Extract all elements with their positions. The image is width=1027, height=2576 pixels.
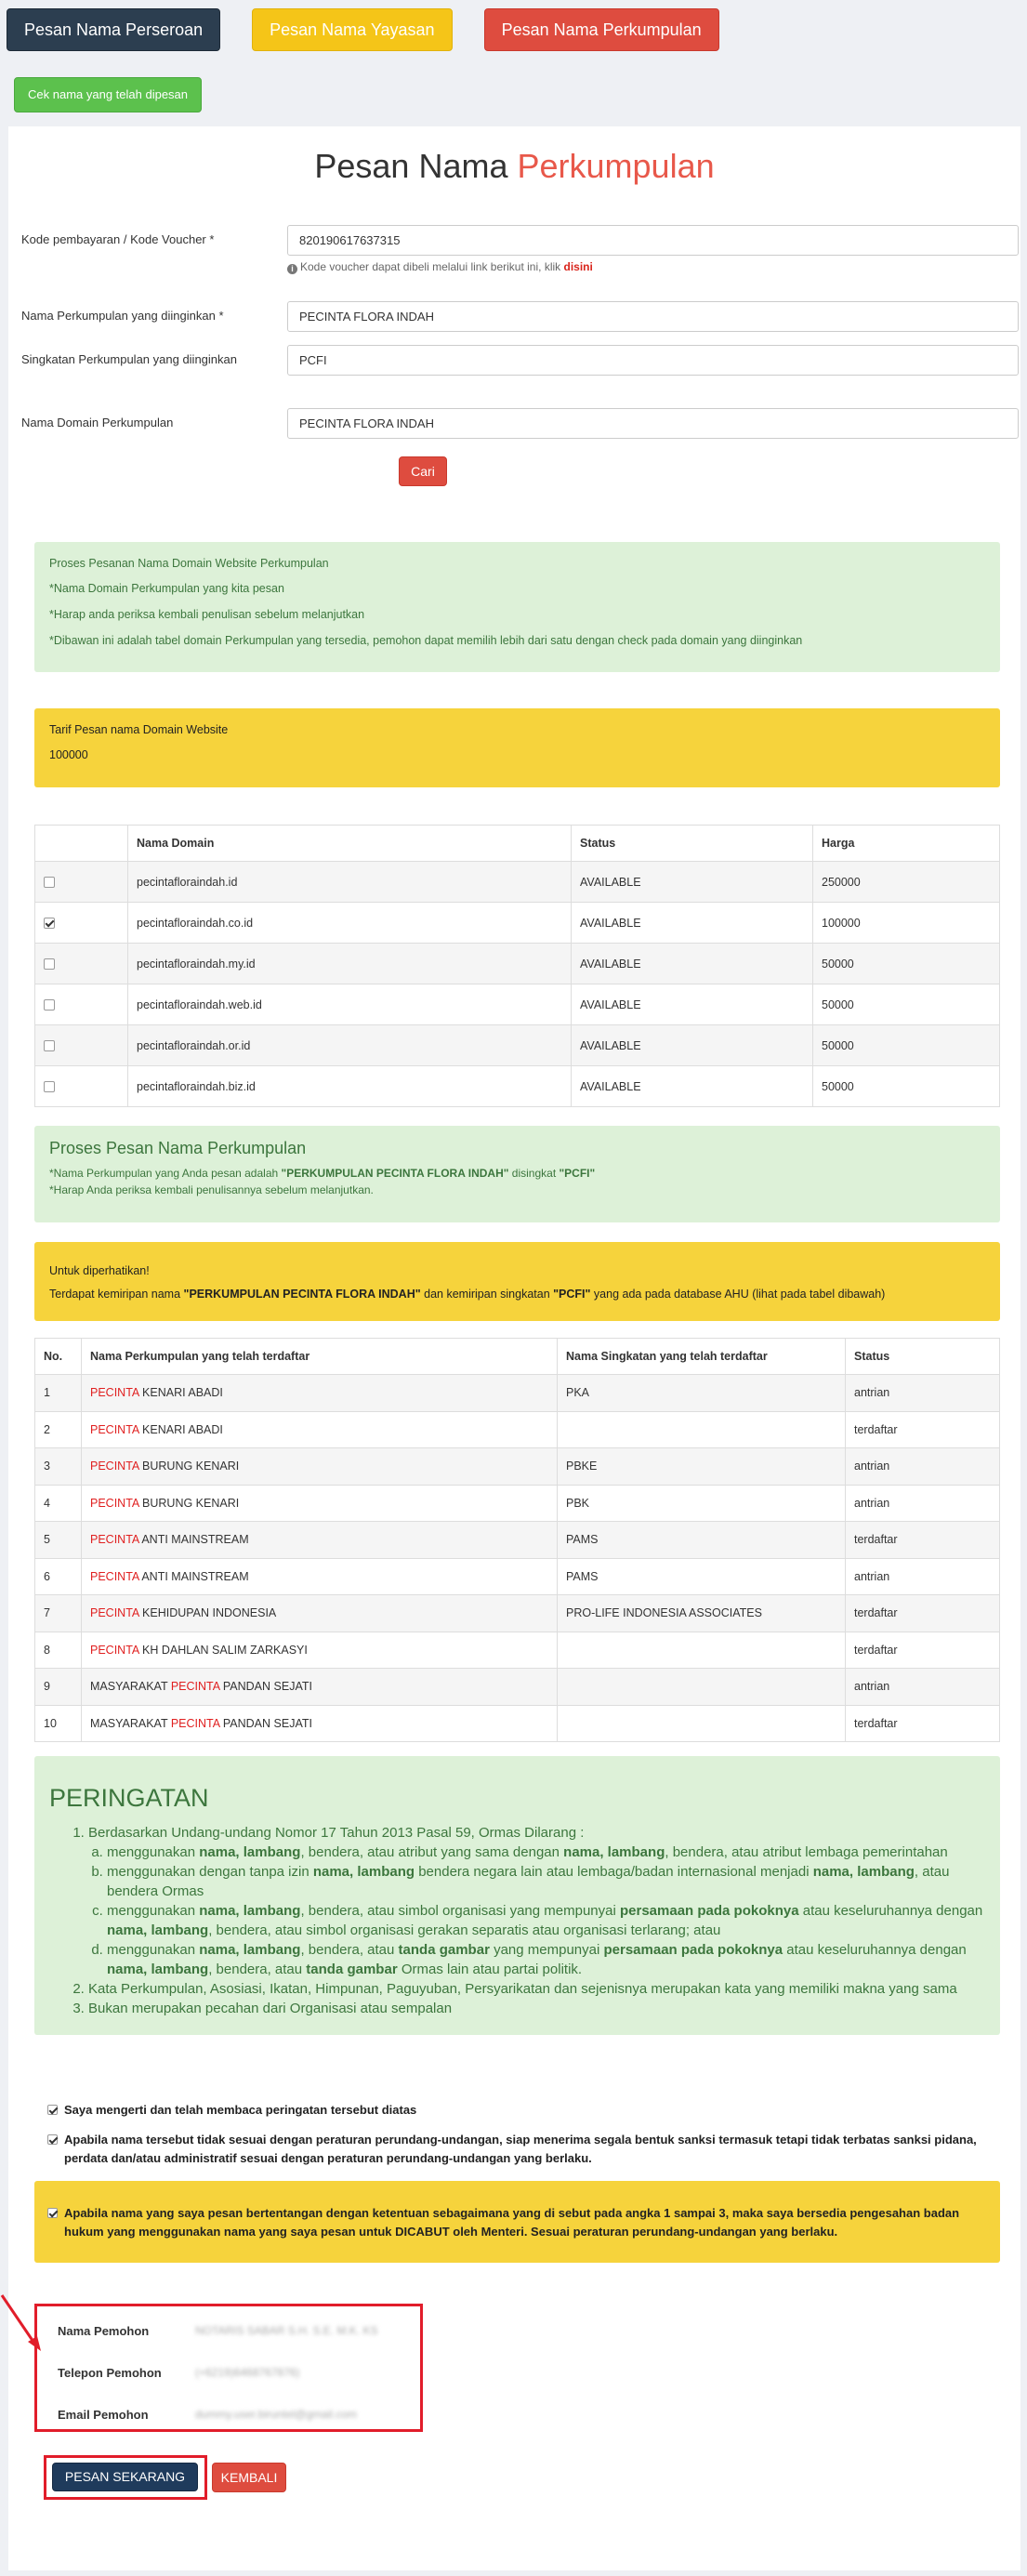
pesan-sekarang-button[interactable]: PESAN SEKARANG — [52, 2463, 198, 2491]
registered-status: antrian — [846, 1669, 1000, 1706]
name-suffix: KEHIDUPAN INDONESIA — [138, 1606, 277, 1620]
kembali-button[interactable]: KEMBALI — [212, 2463, 286, 2492]
telepon-pemohon-label: Telepon Pemohon — [58, 2366, 162, 2380]
registered-name — [82, 1448, 558, 1486]
peringatan-text: menggunakan dengan tanpa izin — [107, 1864, 313, 1880]
telepon-pemohon-value: (+6219)6468767876) — [195, 2366, 300, 2379]
registered-status: terdaftar — [846, 1595, 1000, 1632]
name-suffix: KENARI ABADI — [138, 1386, 223, 1400]
row-number: 7 — [35, 1595, 82, 1632]
domain-name: pecintafloraindah.co.id — [128, 903, 572, 944]
col-header — [35, 826, 128, 862]
email-pemohon-label: Email Pemohon — [58, 2408, 149, 2422]
agreement-3-alert — [34, 2181, 1000, 2263]
name-prefix: MASYARAKAT — [90, 1680, 171, 1694]
name-highlight: PECINTA — [90, 1386, 139, 1400]
peringatan-text: atau keseluruhannya dengan — [798, 1903, 983, 1919]
agreement-3 — [47, 2204, 977, 2243]
col-header: Nama Domain — [128, 826, 572, 862]
peringatan-text: yang mempunyai — [489, 1942, 604, 1958]
name-suffix: ANTI MAINSTREAM — [138, 1533, 249, 1547]
col-header: Harga — [813, 826, 1000, 862]
name-prefix: MASYARAKAT — [90, 1716, 171, 1730]
name-highlight: PECINTA — [90, 1460, 139, 1473]
domain-checkbox[interactable] — [44, 1081, 55, 1092]
name-highlight: PECINTA — [90, 1606, 139, 1620]
domain-select-cell — [35, 984, 128, 1025]
name-highlight: PECINTA — [90, 1422, 139, 1436]
name-highlight: PECINTA — [90, 1643, 139, 1657]
domain-price: 50000 — [813, 1025, 1000, 1066]
name-suffix: PANDAN SEJATI — [219, 1716, 312, 1730]
domain-select-cell — [35, 944, 128, 984]
peringatan-emphasis: nama, lambang — [812, 1864, 915, 1880]
peringatan-sublist — [88, 1843, 990, 1979]
page-title — [8, 147, 1020, 186]
domain-input[interactable] — [287, 408, 1019, 439]
registered-row — [35, 1705, 1000, 1742]
domain-row — [35, 984, 1000, 1025]
peringatan-text: , bendera, atau atribut lembaga pemerintahan — [665, 1844, 948, 1860]
registered-abbr — [558, 1705, 846, 1742]
domain-price: 50000 — [813, 984, 1000, 1025]
peringatan-title: PERINGATAN — [49, 1784, 209, 1812]
domain-price: 100000 — [813, 903, 1000, 944]
peringatan-emphasis: nama, lambang — [199, 1942, 301, 1958]
perhatian-text-part: Terdapat kemiripan nama — [49, 1288, 184, 1301]
domain-table — [34, 825, 1000, 1107]
domain-info-alert — [34, 542, 1000, 672]
agreement-1-text: Saya mengerti dan telah membaca peringatan tersebut diatas — [64, 2103, 417, 2117]
registered-status: terdaftar — [846, 1522, 1000, 1559]
agreement-2-checkbox[interactable] — [47, 2134, 58, 2145]
registered-abbr — [558, 1411, 846, 1448]
registered-table — [34, 1338, 1000, 1742]
email-pemohon-value: dummy.user.biruntel@gmail.com — [195, 2408, 358, 2421]
pointer-arrow-icon — [0, 2293, 45, 2353]
peringatan-item: 2. Kata Perkumpulan, Asosiasi, Ikatan, Himpunan, Paguyuban, Persyarikatan dan sejenisnya merupakan kata yang memiliki makna yang sama — [88, 1979, 990, 1999]
name-highlight: PECINTA — [90, 1496, 139, 1510]
proses-name: "PERKUMPULAN PECINTA FLORA INDAH" — [281, 1167, 509, 1180]
pesan-yayasan-button[interactable]: Pesan Nama Yayasan — [252, 8, 452, 51]
peringatan-text: menggunakan — [107, 1844, 200, 1860]
proses-title: Proses Pesan Nama Perkumpulan — [49, 1139, 307, 1157]
registered-name — [82, 1411, 558, 1448]
name-highlight: PECINTA — [170, 1716, 220, 1730]
row-number: 5 — [35, 1522, 82, 1559]
main-panel — [8, 126, 1020, 2570]
agreement-2 — [47, 2131, 986, 2170]
row-number: 9 — [35, 1669, 82, 1706]
agreement-3-checkbox[interactable] — [47, 2208, 58, 2218]
domain-status: AVAILABLE — [572, 984, 813, 1025]
name-highlight: PECINTA — [170, 1680, 220, 1694]
registered-row — [35, 1411, 1000, 1448]
col-header: No. — [35, 1339, 82, 1375]
name-suffix: BURUNG KENARI — [138, 1496, 240, 1510]
registered-status: antrian — [846, 1375, 1000, 1412]
col-header: Nama Singkatan yang telah terdaftar — [558, 1339, 846, 1375]
registered-status: terdaftar — [846, 1411, 1000, 1448]
domain-info-line: *Nama Domain Perkumpulan yang kita pesan — [49, 582, 284, 595]
peringatan-alert — [34, 1756, 1000, 2035]
domain-select-cell — [35, 862, 128, 903]
registered-abbr: PAMS — [558, 1522, 846, 1559]
proses-text: *Nama Perkumpulan yang Anda pesan adalah — [49, 1167, 282, 1180]
peringatan-subitem — [107, 1901, 990, 1940]
domain-price: 50000 — [813, 1066, 1000, 1107]
proses-abbr: "PCFI" — [559, 1167, 596, 1180]
nama-perkumpulan-input[interactable] — [287, 301, 1019, 332]
domain-status: AVAILABLE — [572, 944, 813, 984]
domain-status: AVAILABLE — [572, 1066, 813, 1107]
registered-name — [82, 1669, 558, 1706]
proses-alert — [34, 1126, 1000, 1222]
domain-checkbox[interactable] — [44, 999, 55, 1011]
perhatian-name: "PERKUMPULAN PECINTA FLORA INDAH" — [183, 1288, 421, 1301]
registered-abbr: PRO-LIFE INDONESIA ASSOCIATES — [558, 1595, 846, 1632]
name-highlight: PECINTA — [90, 1569, 139, 1583]
agreement-2-text: Apabila nama tersebut tidak sesuai dengan peraturan perundang-undangan, siap menerima segala bentuk sanksi termasuk tetapi tidak terbatas sanksi pidana, perdata dan/atau administratif sesuai dengan peraturan perundang-undangan yang berlaku. — [64, 2133, 977, 2165]
domain-row — [35, 903, 1000, 944]
kode-help — [287, 260, 593, 274]
peringatan-text: , atau bendera Ormas — [107, 1864, 950, 1899]
page-title-accent: Perkumpulan — [517, 147, 715, 185]
row-number: 4 — [35, 1485, 82, 1522]
perhatian-abbr: "PCFI" — [553, 1288, 591, 1301]
row-number: 3 — [35, 1448, 82, 1486]
nama-label: Nama Perkumpulan yang diinginkan * — [21, 309, 224, 323]
registered-name — [82, 1595, 558, 1632]
singkatan-input[interactable] — [287, 345, 1019, 376]
nama-pemohon-value: NOTARIS SABAR S.H. S.E. M.K. KS — [195, 2324, 378, 2337]
peringatan-item — [88, 1823, 990, 1979]
name-suffix: ANTI MAINSTREAM — [138, 1569, 249, 1583]
peringatan-emphasis: tanda gambar — [306, 1962, 398, 1977]
registered-row — [35, 1669, 1000, 1706]
peringatan-emphasis: nama, lambang — [199, 1844, 301, 1860]
agreement-1 — [47, 2101, 986, 2120]
singkatan-label: Singkatan Perkumpulan yang diinginkan — [21, 352, 237, 366]
registered-status: antrian — [846, 1448, 1000, 1486]
domain-status: AVAILABLE — [572, 862, 813, 903]
peringatan-subitem — [107, 1940, 990, 1979]
registered-name — [82, 1375, 558, 1412]
domain-select-cell — [35, 903, 128, 944]
perhatian-title: Untuk diperhatikan! — [49, 1264, 150, 1277]
proses-text: disingkat — [508, 1167, 560, 1180]
col-header: Status — [846, 1339, 1000, 1375]
registered-abbr — [558, 1631, 846, 1669]
registered-row — [35, 1485, 1000, 1522]
kode-label: Kode pembayaran / Kode Voucher * — [21, 232, 215, 246]
registered-abbr: PAMS — [558, 1558, 846, 1595]
domain-checkbox[interactable] — [44, 1040, 55, 1051]
domain-checkbox[interactable] — [44, 877, 55, 888]
registered-abbr — [558, 1669, 846, 1706]
registered-name — [82, 1705, 558, 1742]
peringatan-emphasis: persamaan pada pokoknya — [619, 1903, 799, 1919]
perhatian-text — [49, 1288, 885, 1301]
domain-info-line: Proses Pesanan Nama Domain Website Perkumpulan — [49, 557, 329, 570]
peringatan-emphasis: tanda gambar — [398, 1942, 490, 1958]
order-type-buttons — [7, 8, 751, 51]
domain-row — [35, 1025, 1000, 1066]
name-suffix: KH DAHLAN SALIM ZARKASYI — [138, 1643, 308, 1657]
tarif-label: Tarif Pesan nama Domain Website — [49, 723, 229, 736]
peringatan-emphasis: nama, lambang — [199, 1903, 301, 1919]
name-highlight: PECINTA — [90, 1533, 139, 1547]
perhatian-text-part: yang ada pada database AHU (lihat pada tabel dibawah) — [590, 1288, 886, 1301]
registered-status: terdaftar — [846, 1631, 1000, 1669]
peringatan-subitem — [107, 1843, 990, 1862]
col-header: Status — [572, 826, 813, 862]
peringatan-text: menggunakan — [107, 1903, 200, 1919]
cek-nama-button[interactable]: Cek nama yang telah dipesan — [14, 77, 202, 112]
peringatan-text: bendera negara lain atau lembaga/badan internasional menjadi — [415, 1864, 813, 1880]
peringatan-text: atau keseluruhannya dengan — [783, 1942, 967, 1958]
domain-info-line: *Dibawan ini adalah tabel domain Perkumpulan yang tersedia, pemohon dapat memilih lebih dari satu dengan check pada domain yang diinginkan — [49, 634, 803, 647]
row-number: 2 — [35, 1411, 82, 1448]
registered-row — [35, 1375, 1000, 1412]
domain-name: pecintafloraindah.or.id — [128, 1025, 572, 1066]
peringatan-item-text: Berdasarkan Undang-undang Nomor 17 Tahun 2013 Pasal 59, Ormas Dilarang : — [88, 1825, 585, 1841]
domain-checkbox[interactable] — [44, 918, 55, 929]
perhatian-alert — [34, 1242, 1000, 1321]
registered-status: terdaftar — [846, 1705, 1000, 1742]
registered-row — [35, 1595, 1000, 1632]
domain-name: pecintafloraindah.biz.id — [128, 1066, 572, 1107]
name-suffix: KENARI ABADI — [138, 1422, 223, 1436]
peringatan-emphasis: persamaan pada pokoknya — [603, 1942, 783, 1958]
registered-status: antrian — [846, 1485, 1000, 1522]
submit-highlight — [44, 2455, 207, 2500]
registered-name — [82, 1631, 558, 1669]
pesan-perseroan-button[interactable]: Pesan Nama Perseroan — [7, 8, 220, 51]
registered-status: antrian — [846, 1558, 1000, 1595]
registered-abbr: PBK — [558, 1485, 846, 1522]
peringatan-text: , bendera, atau simbol organisasi gerakan separatis atau organisasi terlarang; atau — [208, 1922, 721, 1938]
peringatan-emphasis: nama, lambang — [312, 1864, 415, 1880]
domain-info-line: *Harap anda periksa kembali penulisan sebelum melanjutkan — [49, 608, 365, 621]
domain-select-cell — [35, 1066, 128, 1107]
kode-help-text: Kode voucher dapat dibeli melalui link berikut ini, klik — [300, 260, 561, 273]
agreement-1-checkbox[interactable] — [47, 2105, 58, 2115]
domain-status: AVAILABLE — [572, 903, 813, 944]
domain-price: 250000 — [813, 862, 1000, 903]
peringatan-text: , bendera, atau atribut yang sama dengan — [300, 1844, 564, 1860]
proses-line2: *Harap Anda periksa kembali penulisannya sebelum melanjutkan. — [49, 1183, 374, 1196]
peringatan-subitem — [107, 1862, 990, 1901]
registered-row — [35, 1558, 1000, 1595]
domain-name: pecintafloraindah.my.id — [128, 944, 572, 984]
registered-name — [82, 1522, 558, 1559]
domain-row — [35, 1066, 1000, 1107]
registered-abbr: PBKE — [558, 1448, 846, 1486]
row-number: 6 — [35, 1558, 82, 1595]
peringatan-text: Ormas lain atau partai politik. — [397, 1962, 583, 1977]
name-suffix: BURUNG KENARI — [138, 1460, 240, 1473]
peringatan-text: , bendera, atau — [208, 1962, 307, 1977]
domain-row — [35, 944, 1000, 984]
peringatan-list — [51, 1823, 990, 2018]
page-title-main: Pesan Nama — [314, 147, 508, 185]
kode-voucher-input[interactable] — [287, 225, 1019, 256]
registered-row — [35, 1522, 1000, 1559]
peringatan-item: 3. Bukan merupakan pecahan dari Organisasi atau sempalan — [88, 1999, 990, 2018]
peringatan-text: , bendera, atau — [300, 1942, 399, 1958]
registered-row — [35, 1448, 1000, 1486]
peringatan-emphasis: nama, lambang — [107, 1922, 209, 1938]
proses-line1 — [49, 1167, 595, 1180]
registered-name — [82, 1558, 558, 1595]
cari-button[interactable]: Cari — [399, 456, 447, 486]
col-header: Nama Perkumpulan yang telah terdaftar — [82, 1339, 558, 1375]
name-suffix: PANDAN SEJATI — [219, 1680, 312, 1694]
domain-row — [35, 862, 1000, 903]
registered-abbr: PKA — [558, 1375, 846, 1412]
registered-row — [35, 1631, 1000, 1669]
agreement-3-text: Apabila nama yang saya pesan bertentangan dengan ketentuan sebagaimana yang di sebut pada angka 1 sampai 3, maka saya bersedia pengesahan badan hukum yang menggunakan nama yang saya pesan untuk DICABUT oleh Menteri. Sesuai peraturan perundang-undangan yang berlaku. — [64, 2206, 960, 2239]
domain-price: 50000 — [813, 944, 1000, 984]
row-number: 8 — [35, 1631, 82, 1669]
tarif-alert — [34, 708, 1000, 787]
domain-select-cell — [35, 1025, 128, 1066]
row-number: 10 — [35, 1705, 82, 1742]
perhatian-text-part: dan kemiripan singkatan — [420, 1288, 554, 1301]
nama-pemohon-label: Nama Pemohon — [58, 2324, 150, 2338]
info-icon: i — [287, 264, 297, 274]
peringatan-text: menggunakan — [107, 1942, 200, 1958]
pemohon-box — [34, 2304, 423, 2432]
domain-name: pecintafloraindah.id — [128, 862, 572, 903]
peringatan-emphasis: nama, lambang — [563, 1844, 665, 1860]
pesan-perkumpulan-button[interactable]: Pesan Nama Perkumpulan — [484, 8, 719, 51]
registered-name — [82, 1485, 558, 1522]
domain-name: pecintafloraindah.web.id — [128, 984, 572, 1025]
domain-checkbox[interactable] — [44, 958, 55, 970]
peringatan-text: , bendera, atau simbol organisasi yang mempunyai — [300, 1903, 620, 1919]
peringatan-emphasis: nama, lambang — [107, 1962, 209, 1977]
row-number: 1 — [35, 1375, 82, 1412]
tarif-value: 100000 — [49, 748, 88, 761]
domain-label: Nama Domain Perkumpulan — [21, 416, 174, 429]
disini-link[interactable]: disini — [563, 260, 593, 273]
domain-status: AVAILABLE — [572, 1025, 813, 1066]
